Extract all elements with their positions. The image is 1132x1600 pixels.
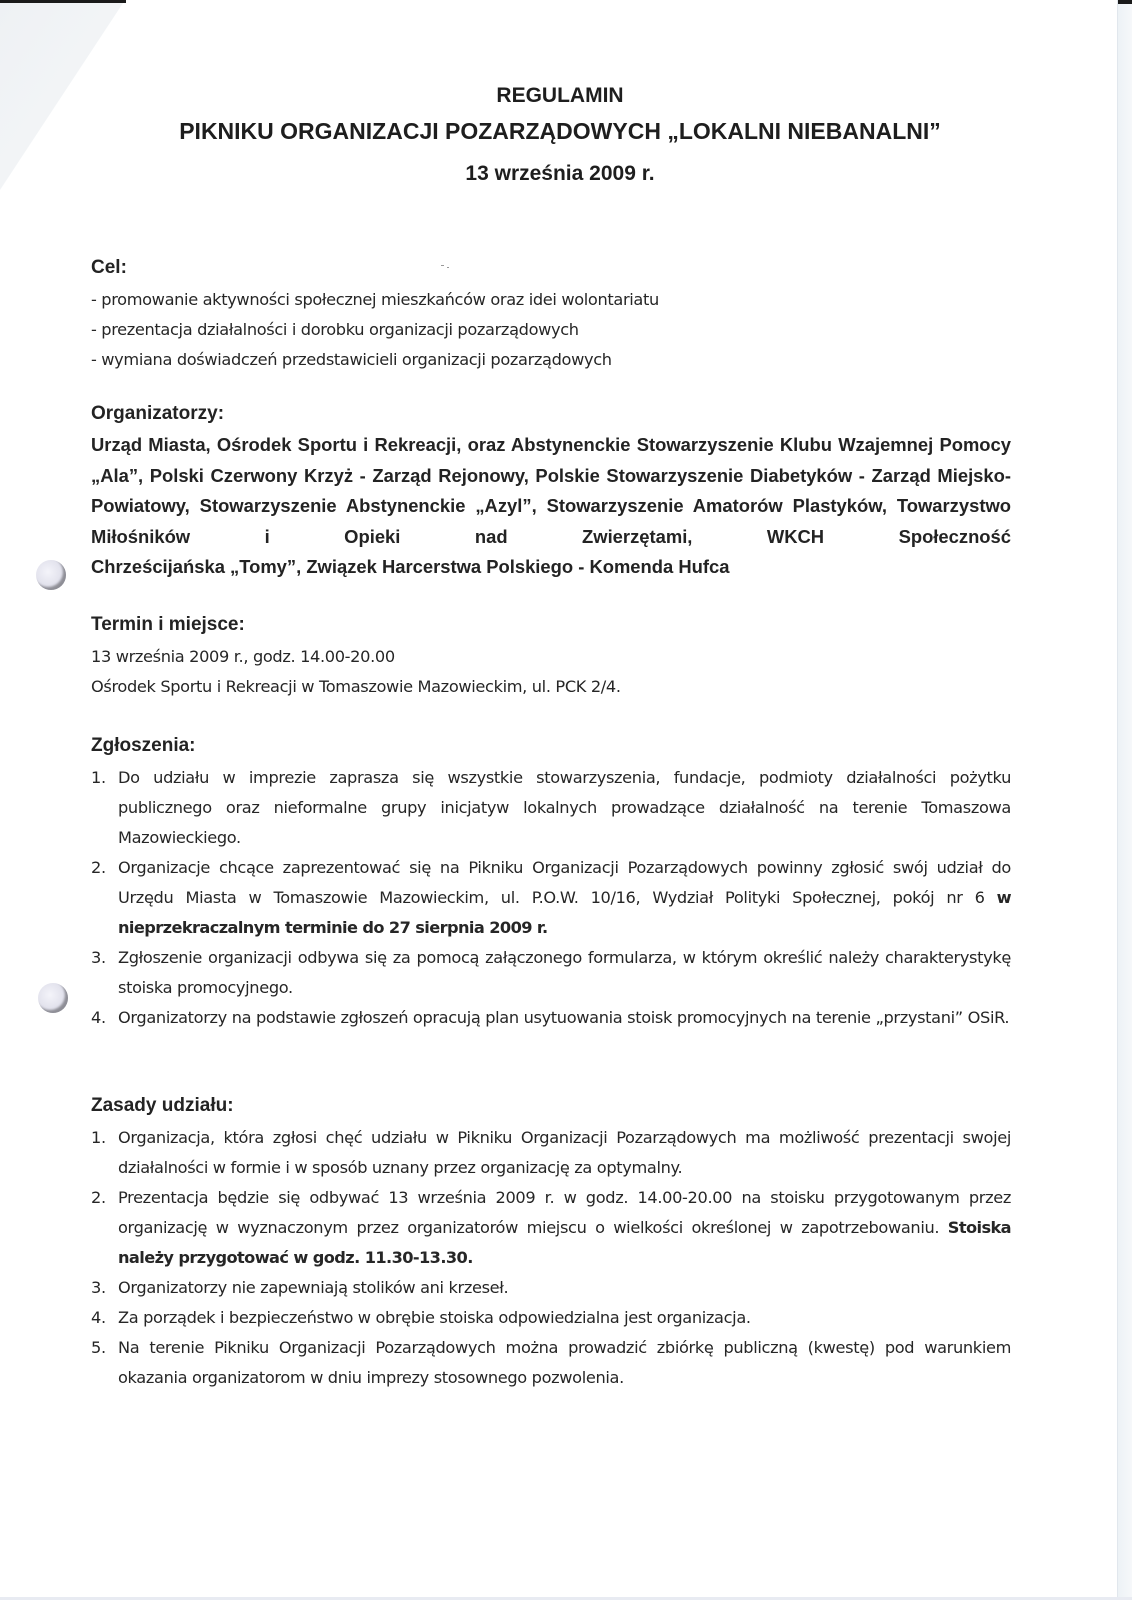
list-item-text: Prezentacja będzie się odbywać 13 września 2009 r. w godz. 14.00-20.00 na stoisku przygotowanym przez organizację w wyznaczonym przez organizatorów miejscu o wielkości określonej w zapotrzebowaniu. [118, 1188, 1011, 1237]
list-item [91, 1003, 1011, 1033]
list-item-number: 5. [91, 1338, 106, 1357]
zasady-list [91, 1123, 1011, 1393]
cel-item: - promowanie aktywności społecznej mieszkańców oraz idei wolontariatu [91, 290, 659, 309]
organizers-list [91, 430, 1011, 583]
section-heading-organizatorzy: Organizatorzy: [91, 403, 225, 424]
section-heading-cel: Cel: [91, 257, 127, 278]
organizers-text-last: Chrześcijańska „Tomy”, Związek Harcerstwa Polskiego - Komenda Hufca [91, 556, 730, 577]
cel-item: - prezentacja działalności i dorobku organizacji pozarządowych [91, 320, 579, 339]
list-item-number: 2. [91, 1188, 106, 1207]
event-date-time: 13 września 2009 r., godz. 14.00-20.00 [91, 647, 395, 666]
list-item [91, 1183, 1011, 1273]
list-item [91, 763, 1011, 853]
list-item-text: Organizatorzy na podstawie zgłoszeń opracują plan usytuowania stoisk promocyjnych na terenie „przystani” OSiR. [118, 1008, 1010, 1027]
punch-hole-icon [36, 560, 66, 590]
event-place: Ośrodek Sportu i Rekreacji w Tomaszowie Mazowieckim, ul. PCK 2/4. [91, 677, 621, 696]
list-item-text: Organizacja, która zgłosi chęć udziału w Pikniku Organizacji Pozarządowych ma możliwość prezentacji swojej działalności w formie i w sposób uznany przez organizację za optymalny. [118, 1128, 1011, 1177]
section-heading-termin: Termin i miejsce: [91, 614, 245, 635]
section-heading-zasady: Zasady udziału: [91, 1095, 234, 1116]
cel-item: - wymiana doświadczeń przedstawicieli organizacji pozarządowych [91, 350, 612, 369]
list-item [91, 853, 1011, 943]
document-subtitle: PIKNIKU ORGANIZACJI POZARZĄDOWYCH „LOKALNI NIEBANALNI” [179, 118, 941, 144]
document-title: REGULAMIN [496, 84, 624, 107]
list-item-number: 4. [91, 1308, 106, 1327]
list-item-text: Organizacje chcące zaprezentować się na Pikniku Organizacji Pozarządowych powinny zgłosić swój udział do Urzędu Miasta w Tomaszowie Mazowieckim, ul. P.O.W. 10/16, Wydział Polityki Społecznej, pokój nr 6 [118, 858, 1011, 907]
list-item-text: Zgłoszenie organizacji odbywa się za pomocą załączonego formularza, w którym określić należy charakterystykę stoiska promocyjnego. [118, 948, 1011, 997]
list-item-number: 1. [91, 1128, 106, 1147]
list-item-bold: w nieprzekraczalnym terminie do 27 sierpnia 2009 r. [118, 888, 1011, 937]
list-item-number: 4. [91, 1008, 106, 1027]
punch-hole-icon [38, 983, 68, 1013]
list-item-bold: Stoiska należy przygotować w godz. 11.30-13.30. [118, 1218, 1011, 1267]
scan-edge-top-right [1118, 0, 1132, 4]
list-item-number: 1. [91, 768, 106, 787]
scan-speck [441, 265, 444, 266]
scan-edge-top-left [0, 0, 126, 3]
list-item-text: Do udziału w imprezie zaprasza się wszystkie stowarzyszenia, fundacje, podmioty działalności pożytku publicznego oraz nieformalne grupy inicjatyw lokalnych prowadzące działalność na terenie Tomaszowa Mazowieckiego. [118, 768, 1011, 847]
list-item [91, 1273, 1011, 1303]
scan-speck [447, 267, 449, 268]
scan-edge-right [1117, 0, 1132, 1600]
list-item [91, 1333, 1011, 1393]
section-heading-zgloszenia: Zgłoszenia: [91, 735, 196, 756]
list-item [91, 943, 1011, 1003]
zgloszenia-list [91, 763, 1011, 1033]
list-item [91, 1123, 1011, 1183]
list-item-number: 3. [91, 1278, 106, 1297]
list-item-text: Organizatorzy nie zapewniają stolików ani krzeseł. [118, 1278, 509, 1297]
list-item-text: Na terenie Pikniku Organizacji Pozarządowych można prowadzić zbiórkę publiczną (kwestę) pod warunkiem okazania organizatorom w dniu imprezy stosownego pozwolenia. [118, 1338, 1011, 1387]
list-item-text: Za porządek i bezpieczeństwo w obrębie stoiska odpowiedzialna jest organizacja. [118, 1308, 751, 1327]
organizers-text: Urząd Miasta, Ośrodek Sportu i Rekreacji, oraz Abstynenckie Stowarzyszenie Klubu Wzajemnej Pomocy „Ala”, Polski Czerwony Krzyż - Zarząd Rejonowy, Polskie Stowarzyszenie Diabetyków - Zarząd Miejsko-Powiatowy, Stowarzyszenie Abstynenckie „Azyl”, Stowarzyszenie Amatorów Plastyków, Towarzystwo Miłośników i Opieki nad Zwierzętami, WKCH Społeczność [91, 434, 1011, 547]
list-item [91, 1303, 1011, 1333]
list-item-number: 3. [91, 948, 106, 967]
document-date: 13 września 2009 r. [465, 162, 655, 185]
list-item-number: 2. [91, 858, 106, 877]
